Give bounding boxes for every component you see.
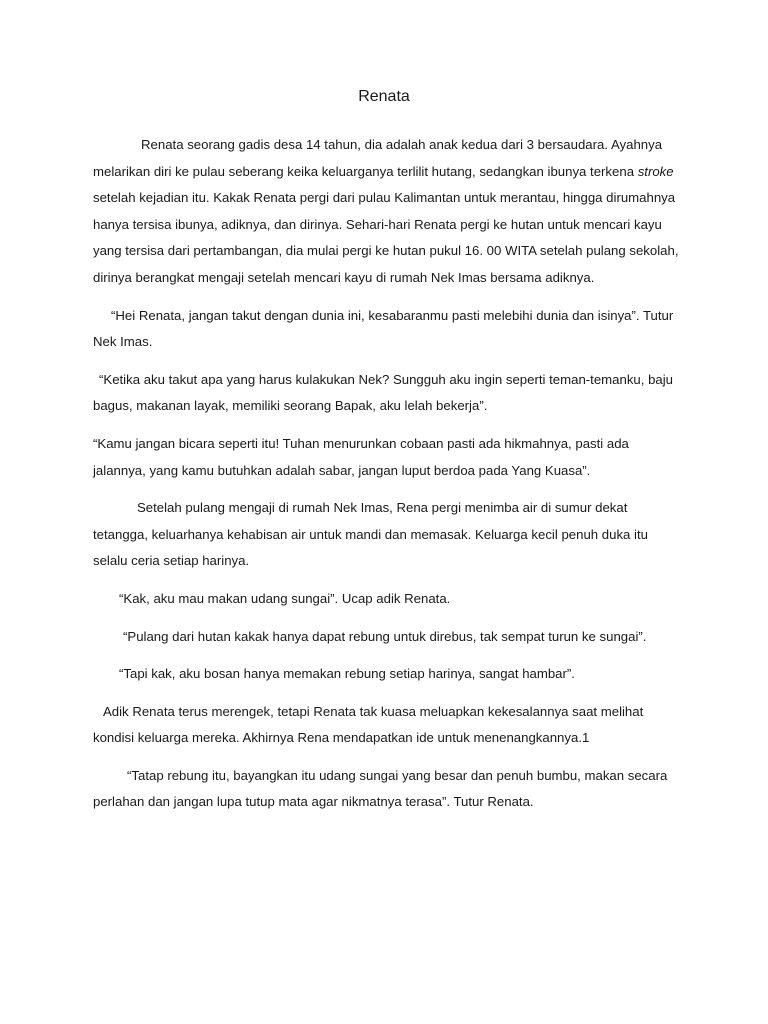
paragraph-8: “Tapi kak, aku bosan hanya memakan rebung setiap harinya, sangat hambar”. (119, 666, 575, 682)
paragraph-1-text-a: Renata seorang gadis desa 14 tahun, dia adalah anak kedua dari 3 bersaudara. Ayahnya melarikan diri ke pulau seberang keika keluarganya terlilit hutang, sedangkan ibunya terkena (93, 137, 663, 179)
paragraph-4: “Kamu jangan bicara seperti itu! Tuhan menurunkan cobaan pasti ada hikmahnya, pasti ada jalannya, yang kamu butuhkan adalah sabar, jangan luput berdoa pada Yang Kuasa”. (93, 435, 629, 478)
paragraph-7: “Pulang dari hutan kakak hanya dapat rebung untuk direbus, tak sempat turun ke sungai”. (123, 628, 647, 644)
paragraph-3: “Ketika aku takut apa yang harus kulakukan Nek? Sungguh aku ingin seperti teman-temanku, baju bagus, makanan layak, memiliki seorang Bapak, aku lelah bekerja”. (93, 371, 674, 414)
paragraph-9: Adik Renata terus merengek, tetapi Renata tak kuasa meluapkan kekesalannya saat melihat kondisi keluarga mereka. Akhirnya Rena mendapatkan ide untuk menenangkannya.1 (93, 703, 644, 746)
paragraph-10: “Tatap rebung itu, bayangkan itu udang sungai yang besar dan penuh bumbu, makan secara perlahan dan jangan lupa tutup mata agar nikmatnya terasa”. Tutur Renata. (93, 767, 668, 810)
paragraph-1-italic-term: stroke (637, 163, 674, 179)
paragraph-5: Setelah pulang mengaji di rumah Nek Imas, Rena pergi menimba air di sumur dekat tetangga, keluarhanya kehabisan air untuk mandi dan memasak. Keluarga kecil penuh duka itu selalu ceria setiap harinya. (93, 500, 648, 569)
paragraph-2: “Hei Renata, jangan takut dengan dunia ini, kesabaranmu pasti melebihi dunia dan isinya”. Tutur Nek Imas. (93, 307, 674, 350)
document-title: Renata (358, 88, 410, 105)
paragraph-6: “Kak, aku mau makan udang sungai”. Ucap adik Renata. (119, 590, 451, 606)
paragraph-1 (93, 132, 683, 292)
paragraph-1-text-b: setelah kejadian itu. Kakak Renata pergi dari pulau Kalimantan untuk merantau, hingga dirumahnya hanya tersisa ibunya, adiknya, dan dirinya. Sehari-hari Renata pergi ke hutan untuk mencari kayu yang tersisa dari pertambangan, dia mulai pergi ke hutan pukul 16. 00 WITA setelah pulang sekolah, dirinya berangkat mengaji setelah mencari kayu di rumah Nek Imas bersama adiknya. (93, 190, 679, 285)
document-body (93, 132, 683, 827)
